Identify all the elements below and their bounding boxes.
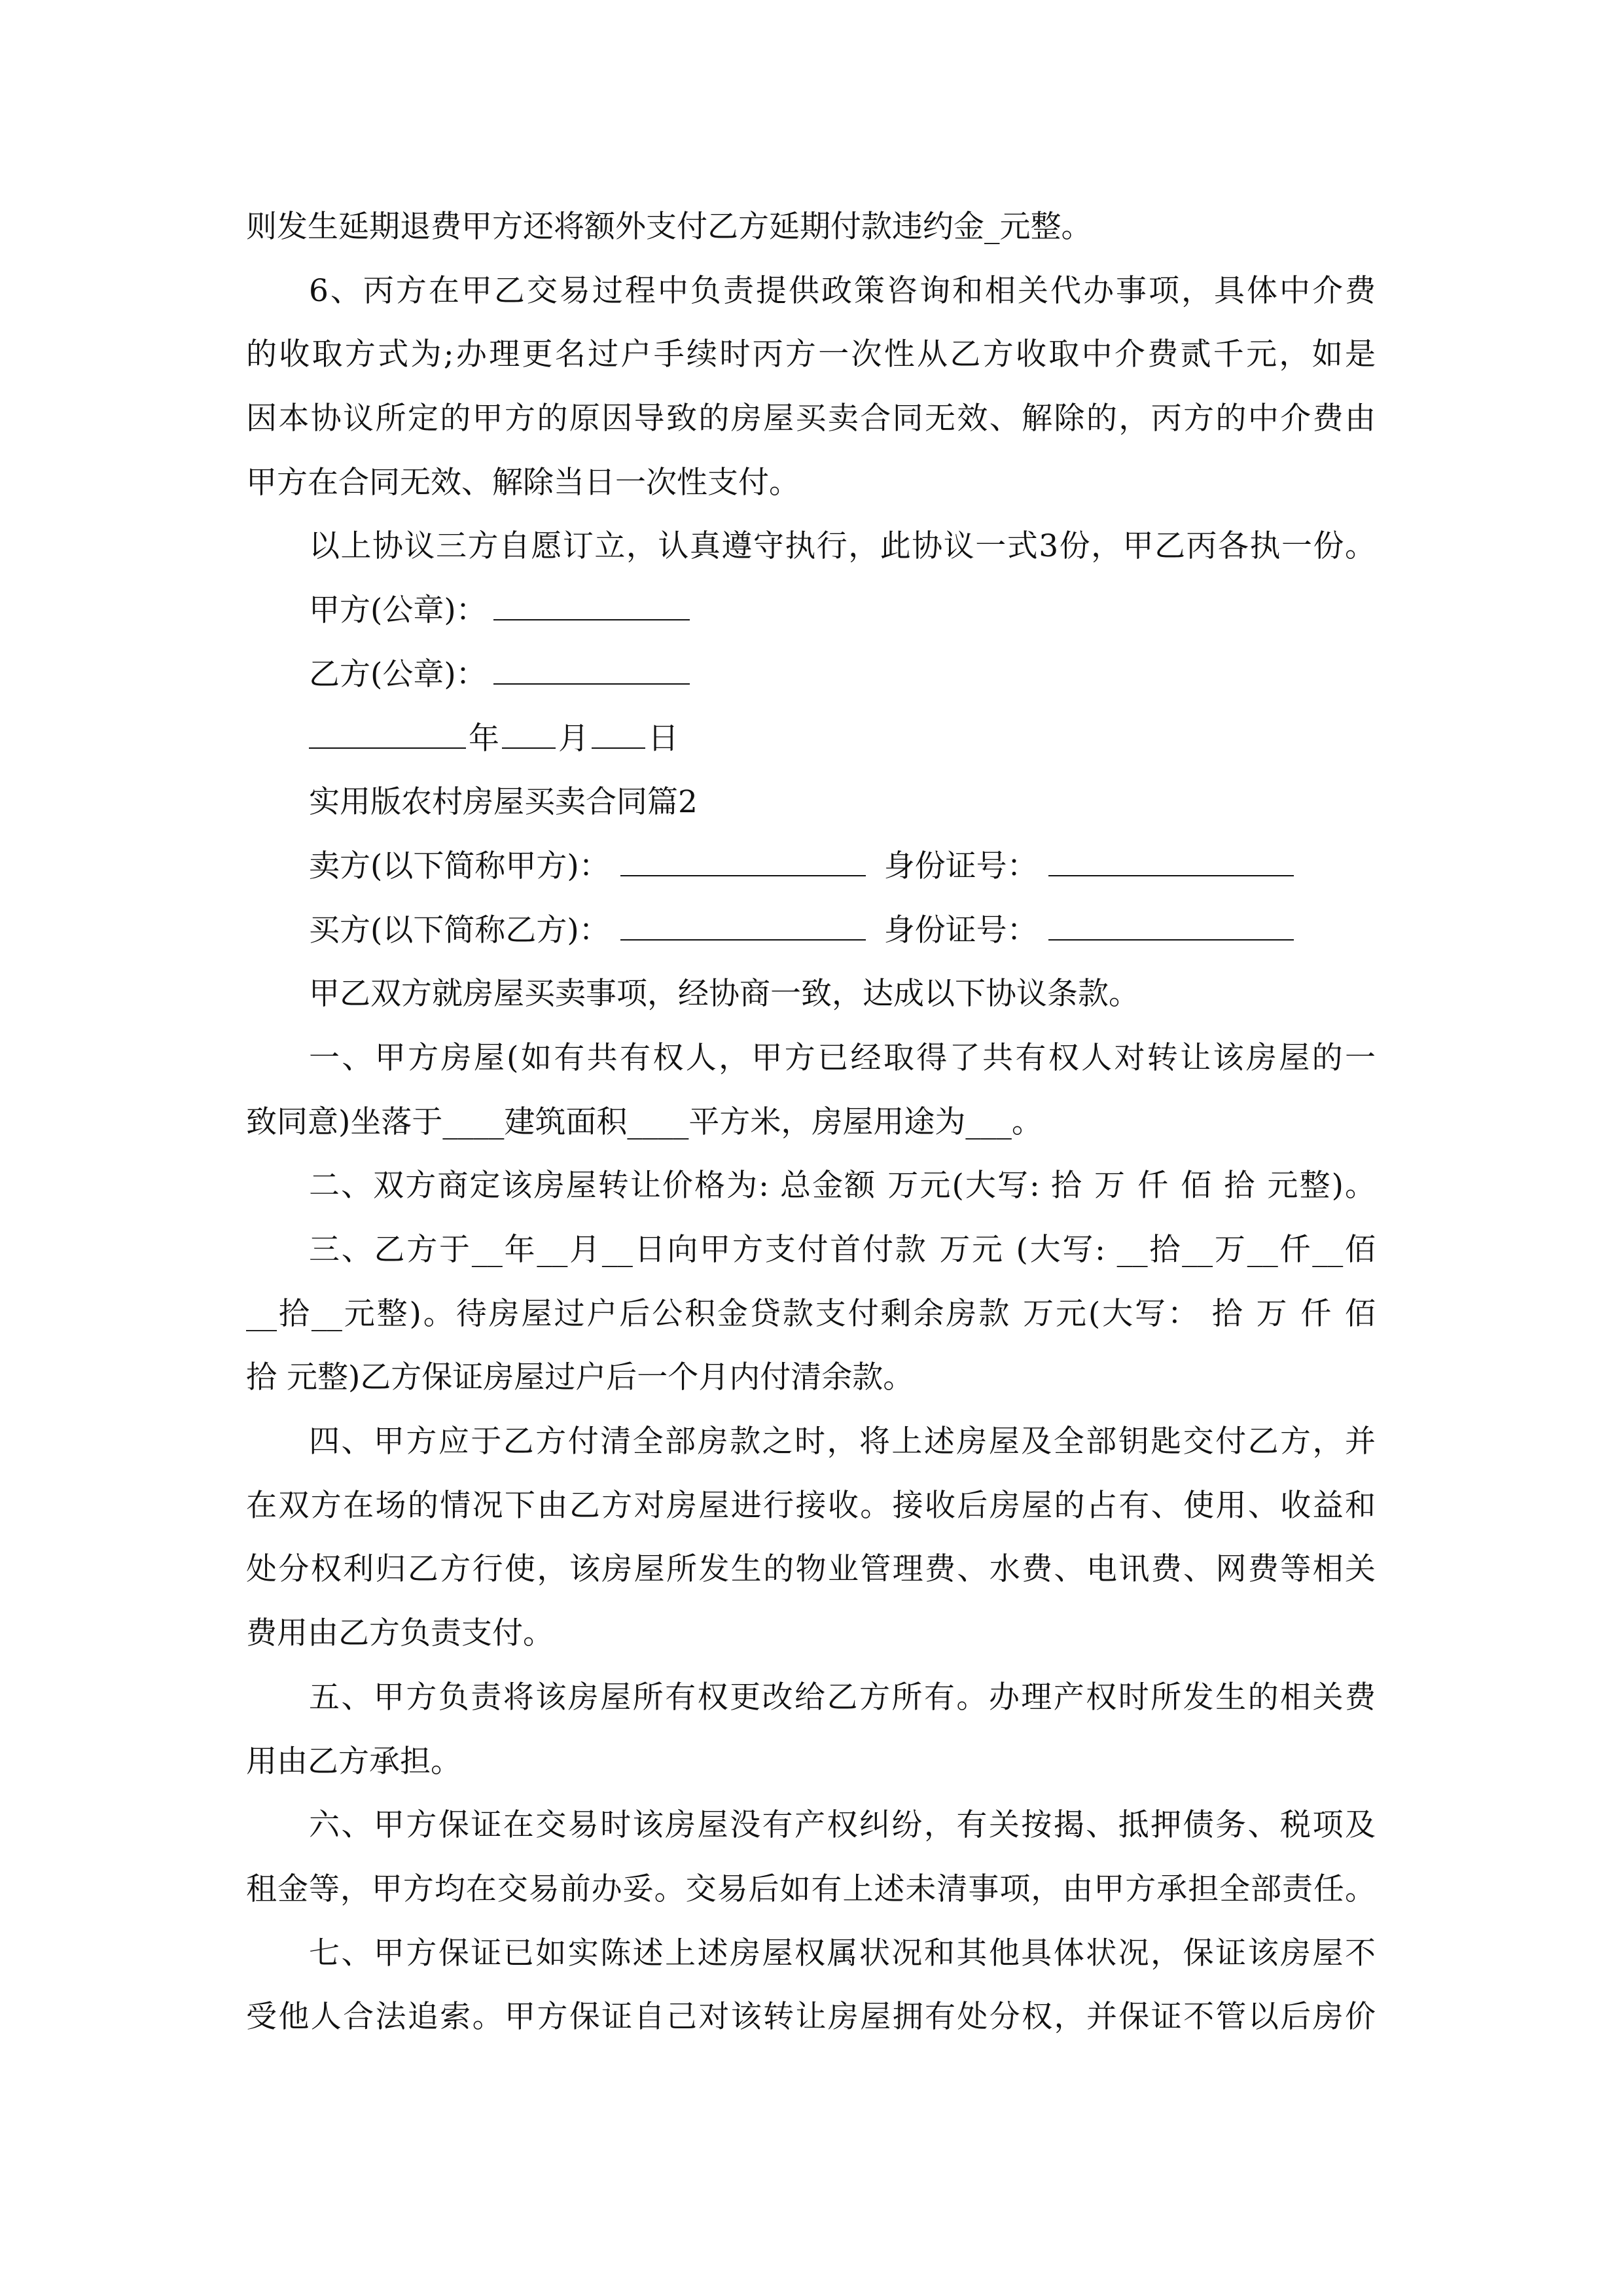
buyer-name-blank (620, 913, 866, 941)
text-line: 在双方在场的情况下由乙方对房屋进行接收。接收后房屋的占有、使用、收益和 (246, 1487, 1376, 1524)
text-line: 的收取方式为;办理更名过户手续时丙方一次性从乙方收取中介费贰千元，如是 (246, 336, 1376, 373)
month-blank (502, 721, 556, 749)
year-label: 年 (469, 720, 499, 757)
text-line: 二、双方商定该房屋转让价格为: 总金额 万元(大写: 拾 万 仟 佰 拾 元整)。 (309, 1168, 1376, 1204)
buyer-id-blank (1048, 913, 1294, 941)
text-line: 费用由乙方负责支付。 (246, 1615, 554, 1652)
signature-party-a (246, 579, 1376, 643)
text-line: 6、丙方在甲乙交易过程中负责提供政策咨询和相关代办事项，具体中介费 (309, 272, 1376, 309)
party-b-seal-label: 乙方(公章)： (309, 656, 487, 692)
text-line: 租金等，甲方均在交易前办妥。交易后如有上述未清事项，由甲方承担全部责任。 (246, 1871, 1376, 1907)
text-line: 用由乙方承担。 (246, 1743, 461, 1780)
text-line: 拾 元整)乙方保证房屋过户后一个月内付清余款。 (246, 1359, 914, 1396)
seller-id-blank (1048, 849, 1294, 876)
text-line: 六、甲方保证在交易时该房屋没有产权纠纷，有关按揭、抵押债务、税项及 (309, 1807, 1376, 1844)
signature-party-b (246, 643, 1376, 707)
buyer-line (246, 899, 1376, 963)
text-line: 七、甲方保证已如实陈述上述房屋权属状况和其他具体状况，保证该房屋不 (309, 1935, 1376, 1971)
buyer-id-label: 身份证号： (883, 912, 1038, 948)
seller-name-blank (620, 849, 866, 876)
text-line: 以上协议三方自愿订立，认真遵守执行，此协议一式3份，甲乙丙各执一份。 (309, 528, 1376, 565)
year-blank (309, 721, 466, 749)
buyer-label: 买方(以下简称乙方)： (309, 912, 610, 948)
party-b-signature-blank (493, 657, 690, 685)
text-line: 一、甲方房屋(如有共有权人，甲方已经取得了共有权人对转让该房屋的一 (309, 1039, 1376, 1076)
text-line: 因本协议所定的甲方的原因导致的房屋买卖合同无效、解除的，丙方的中介费由 (246, 401, 1376, 437)
seller-line (246, 834, 1376, 899)
seller-label: 卖方(以下简称甲方)： (309, 848, 610, 884)
document-body (246, 195, 1376, 2049)
text-line: 致同意)坐落于____建筑面积____平方米，房屋用途为___。 (246, 1103, 1043, 1140)
text-line: 受他人合法追索。甲方保证自己对该转让房屋拥有处分权，并保证不管以后房价 (246, 1999, 1376, 2036)
text-line: 甲乙双方就房屋买卖事项，经协商一致，达成以下协议条款。 (309, 976, 1139, 1013)
text-line: __拾__元整)。待房屋过户后公积金贷款支付剩余房款 万元(大写： 拾 万 仟 佰 (246, 1295, 1376, 1332)
day-label: 日 (648, 720, 679, 757)
party-a-signature-blank (493, 593, 690, 620)
text-line: 四、甲方应于乙方付清全部房款之时，将上述房屋及全部钥匙交付乙方，并 (309, 1424, 1376, 1460)
text-line: 五、甲方负责将该房屋所有权更改给乙方所有。办理产权时所发生的相关费 (309, 1679, 1376, 1715)
text-line: 三、乙方于__年__月__日向甲方支付首付款 万元 (大写: __拾__万__仟__佰 (309, 1232, 1376, 1268)
party-a-seal-label: 甲方(公章)： (309, 592, 487, 629)
text-line: 处分权利归乙方行使，该房屋所发生的物业管理费、水费、电讯费、网费等相关 (246, 1551, 1376, 1588)
signature-date (246, 707, 1376, 771)
section-title: 实用版农村房屋买卖合同篇2 (309, 784, 698, 821)
text-line: 甲方在合同无效、解除当日一次性支付。 (246, 464, 800, 501)
day-blank (592, 721, 645, 749)
month-label: 月 (558, 720, 589, 757)
seller-id-label: 身份证号： (883, 848, 1038, 884)
text-line: 则发生延期退费甲方还将额外支付乙方延期付款违约金_元整。 (246, 209, 1092, 245)
